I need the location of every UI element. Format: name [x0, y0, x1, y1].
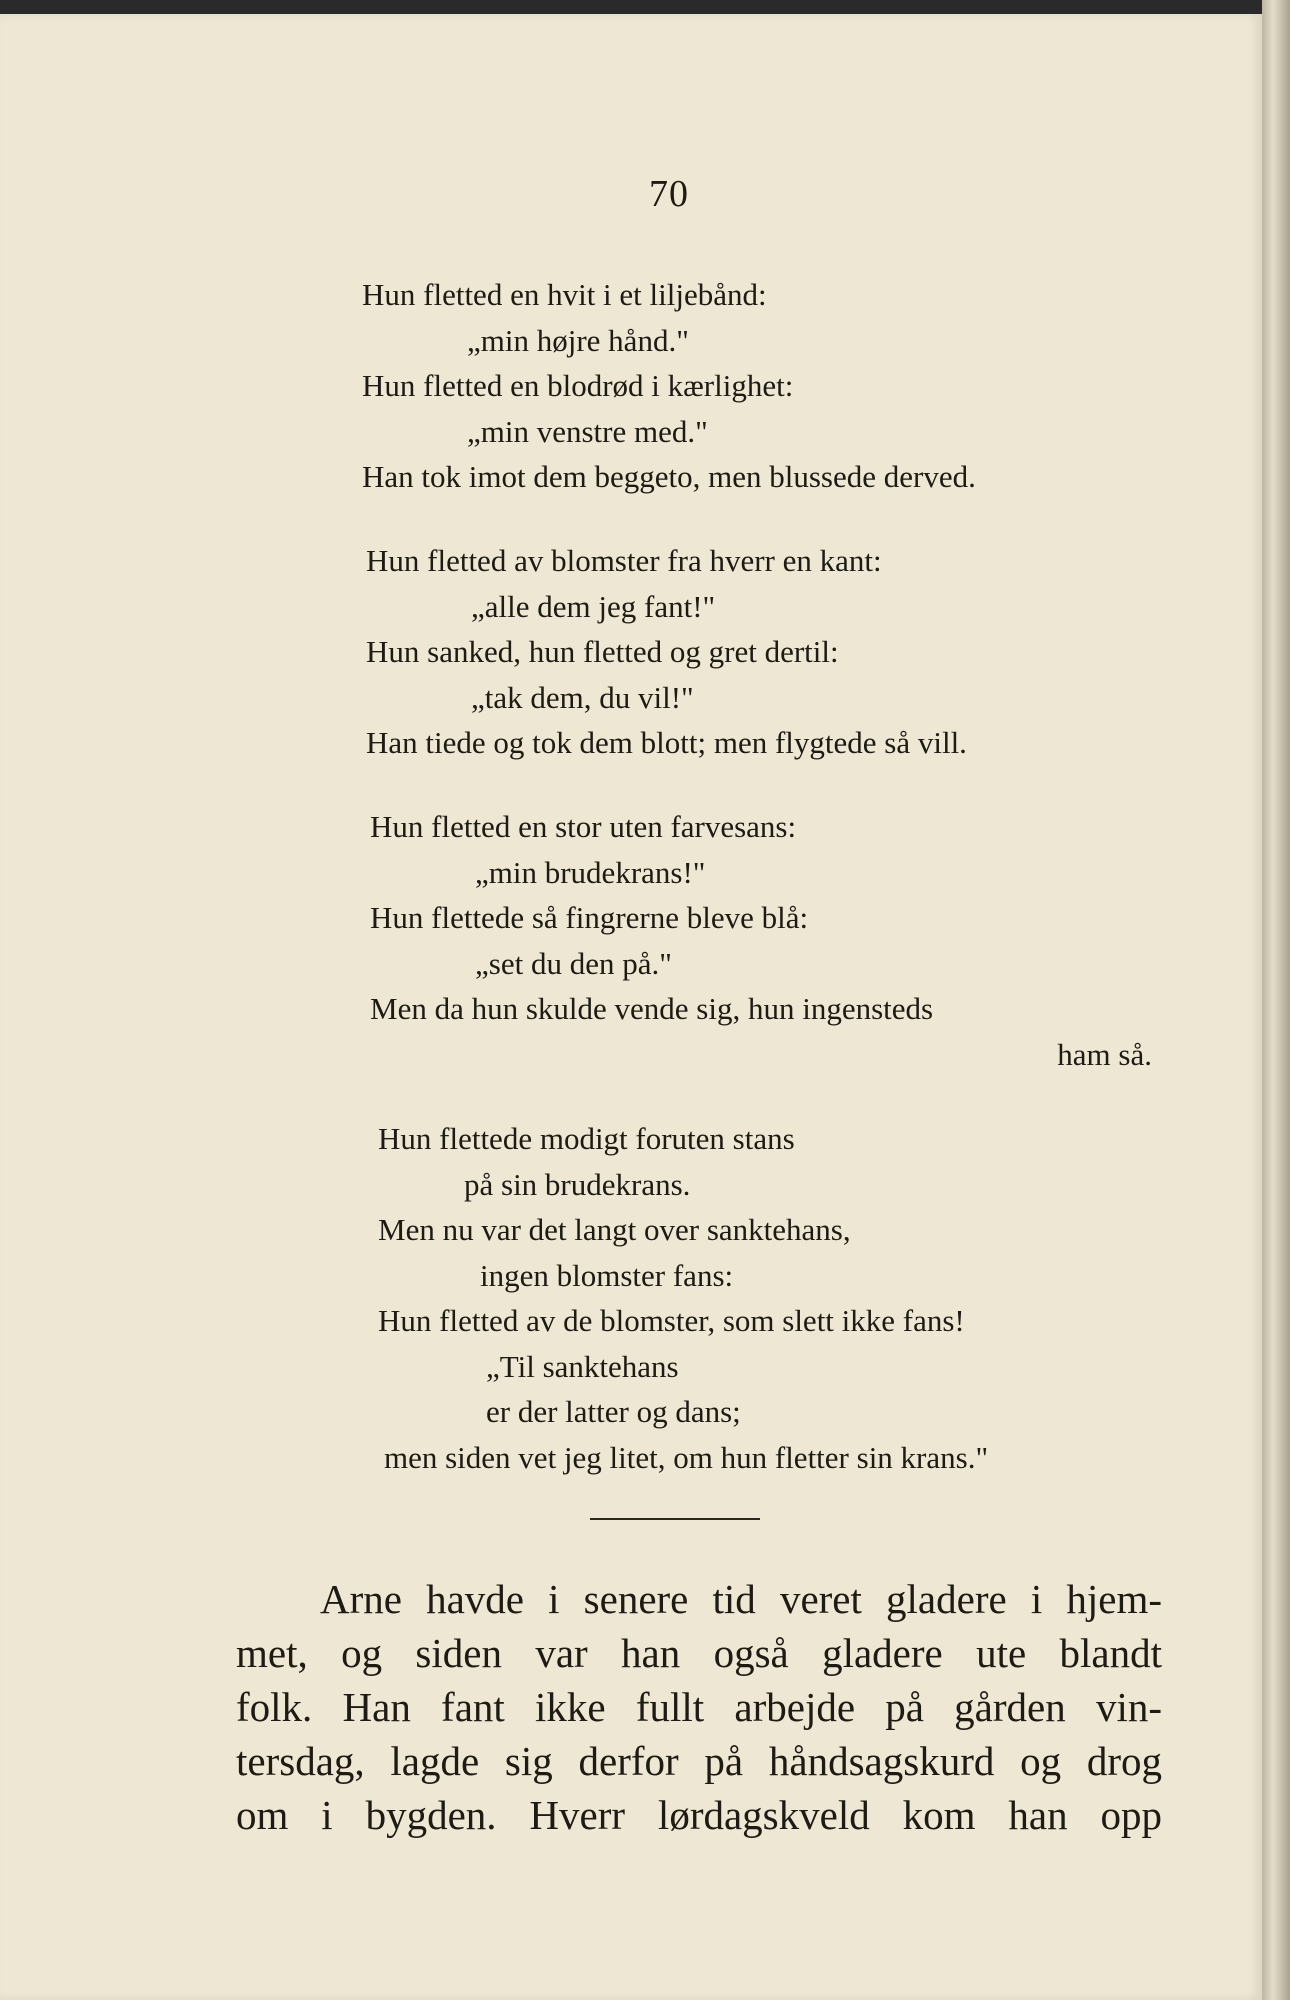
verse-line: Hun fletted en hvit i et liljebånd:	[362, 277, 767, 312]
stanza-1	[362, 272, 976, 500]
prose-line: om i bygden. Hverr lørdagskveld kom han opp	[236, 1792, 1162, 1838]
prose-line: tersdag, lagde sig derfor på håndsagskurd og drog	[236, 1738, 1162, 1784]
verse-line: men siden vet jeg litet, om hun fletter sin krans."	[384, 1439, 989, 1475]
verse-line: Han tok imot dem beggeto, men blussede derved.	[362, 459, 976, 494]
scan-top-edge	[0, 0, 1290, 14]
verse-line: Hun flettede modigt foruten stans	[378, 1121, 795, 1156]
verse-line: Han tiede og tok dem blott; men flygtede så vill.	[366, 725, 967, 760]
verse-line: „Til sanktehans	[486, 1348, 679, 1384]
prose-line: Arne havde i senere tid veret gladere i hjem-	[320, 1576, 1162, 1622]
stanza-2	[366, 538, 967, 766]
verse-line: „min højre hånd."	[467, 322, 689, 358]
verse-line: Hun fletted en stor uten farvesans:	[370, 809, 797, 844]
verse-line: er der latter og dans;	[486, 1394, 741, 1429]
verse-line: „tak dem, du vil!"	[471, 679, 694, 715]
verse-line: ingen blomster fans:	[480, 1257, 734, 1293]
verse-line: „min venstre med."	[467, 413, 708, 449]
verse-line: „alle dem jeg fant!"	[471, 588, 716, 624]
prose-paragraph	[236, 1572, 1162, 1842]
verse-line: „min brudekrans!"	[475, 854, 706, 890]
verse-line: Hun flettede så fingrerne bleve blå:	[370, 900, 809, 935]
verse-line: Men nu var det langt over sanktehans,	[378, 1212, 851, 1247]
book-page	[0, 14, 1262, 2000]
verse-line: Hun fletted en blodrød i kærlighet:	[362, 368, 794, 403]
stanza-3	[370, 804, 1152, 1077]
verse-line: Hun fletted av de blomster, som slett ikke fans!	[378, 1303, 965, 1338]
prose-line: folk. Han fant ikke fullt arbejde på gården vin-	[236, 1684, 1162, 1730]
verse-line: på sin brudekrans.	[464, 1166, 691, 1202]
section-divider	[590, 1518, 760, 1520]
verse-line: Hun sanked, hun fletted og gret dertil:	[366, 634, 839, 669]
page-number: 70	[649, 173, 689, 215]
verse-line: Hun fletted av blomster fra hverr en kant:	[366, 543, 882, 578]
book-spine-edge	[1262, 0, 1290, 2000]
verse-line: „set du den på."	[475, 945, 672, 981]
verse-line: Men da hun skulde vende sig, hun ingensteds	[370, 991, 934, 1026]
verse-line-runover: ham så.	[1057, 1036, 1152, 1072]
prose-line: met, og siden var han også gladere ute blandt	[236, 1630, 1162, 1676]
stanza-4	[378, 1116, 988, 1480]
